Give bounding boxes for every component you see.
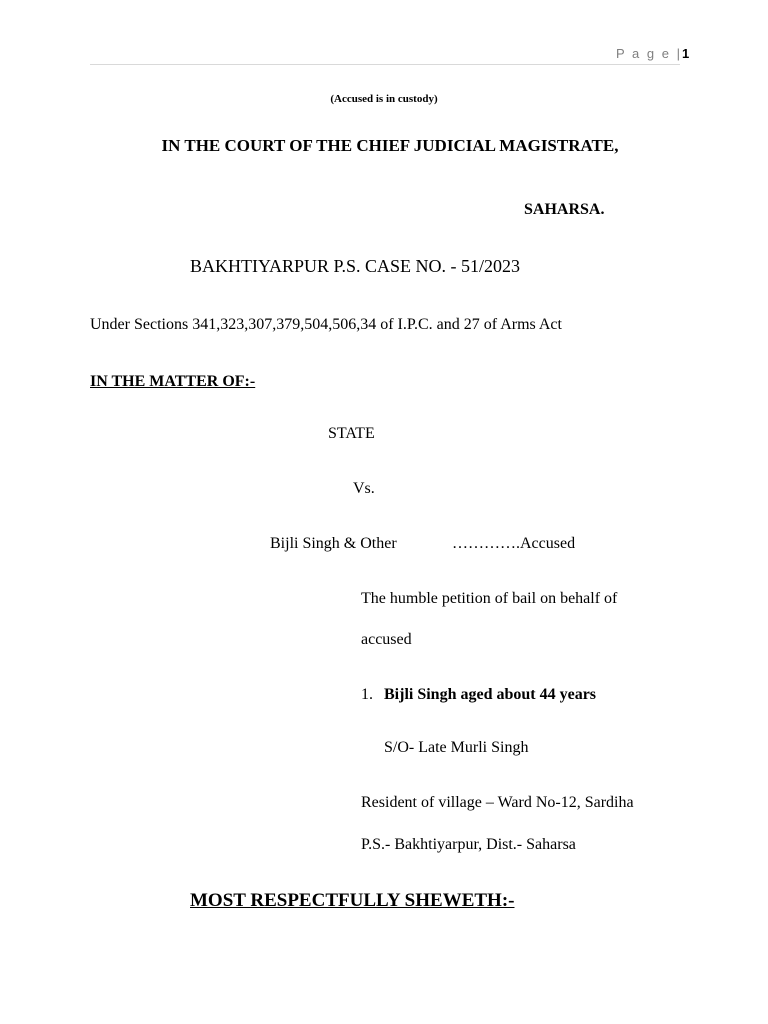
court-place: SAHARSA. bbox=[524, 201, 605, 218]
petition-line-1: The humble petition of bail on behalf of bbox=[361, 590, 618, 607]
page-label: P a g e | bbox=[616, 46, 682, 61]
header-divider bbox=[90, 64, 680, 65]
versus-label: Vs. bbox=[353, 480, 375, 497]
page-number-header bbox=[616, 46, 689, 61]
sections-line: Under Sections 341,323,307,379,504,506,34 of I.P.C. and 27 of Arms Act bbox=[90, 316, 562, 333]
accused-label: ………….Accused bbox=[452, 535, 576, 552]
party-state: STATE bbox=[328, 425, 375, 442]
accused-names: Bijli Singh & Other bbox=[270, 535, 397, 552]
page-number: 1 bbox=[681, 46, 690, 61]
accused-item-name: Bijli Singh aged about 44 years bbox=[384, 686, 597, 703]
accused-item-number: 1. bbox=[361, 686, 373, 703]
matter-heading: IN THE MATTER OF:- bbox=[90, 373, 256, 390]
accused-residence: Resident of village – Ward No-12, Sardiha bbox=[361, 794, 634, 811]
petition-line-2: accused bbox=[361, 631, 412, 648]
court-title: IN THE COURT OF THE CHIEF JUDICIAL MAGISTRATE, bbox=[161, 136, 619, 155]
case-number: BAKHTIYARPUR P.S. CASE NO. - 51/2023 bbox=[190, 256, 521, 276]
sheweth-heading: MOST RESPECTFULLY SHEWETH:- bbox=[190, 890, 515, 911]
accused-police-district: P.S.- Bakhtiyarpur, Dist.- Saharsa bbox=[361, 836, 576, 853]
accused-father: S/O- Late Murli Singh bbox=[384, 739, 529, 756]
custody-note: (Accused is in custody) bbox=[330, 93, 438, 105]
